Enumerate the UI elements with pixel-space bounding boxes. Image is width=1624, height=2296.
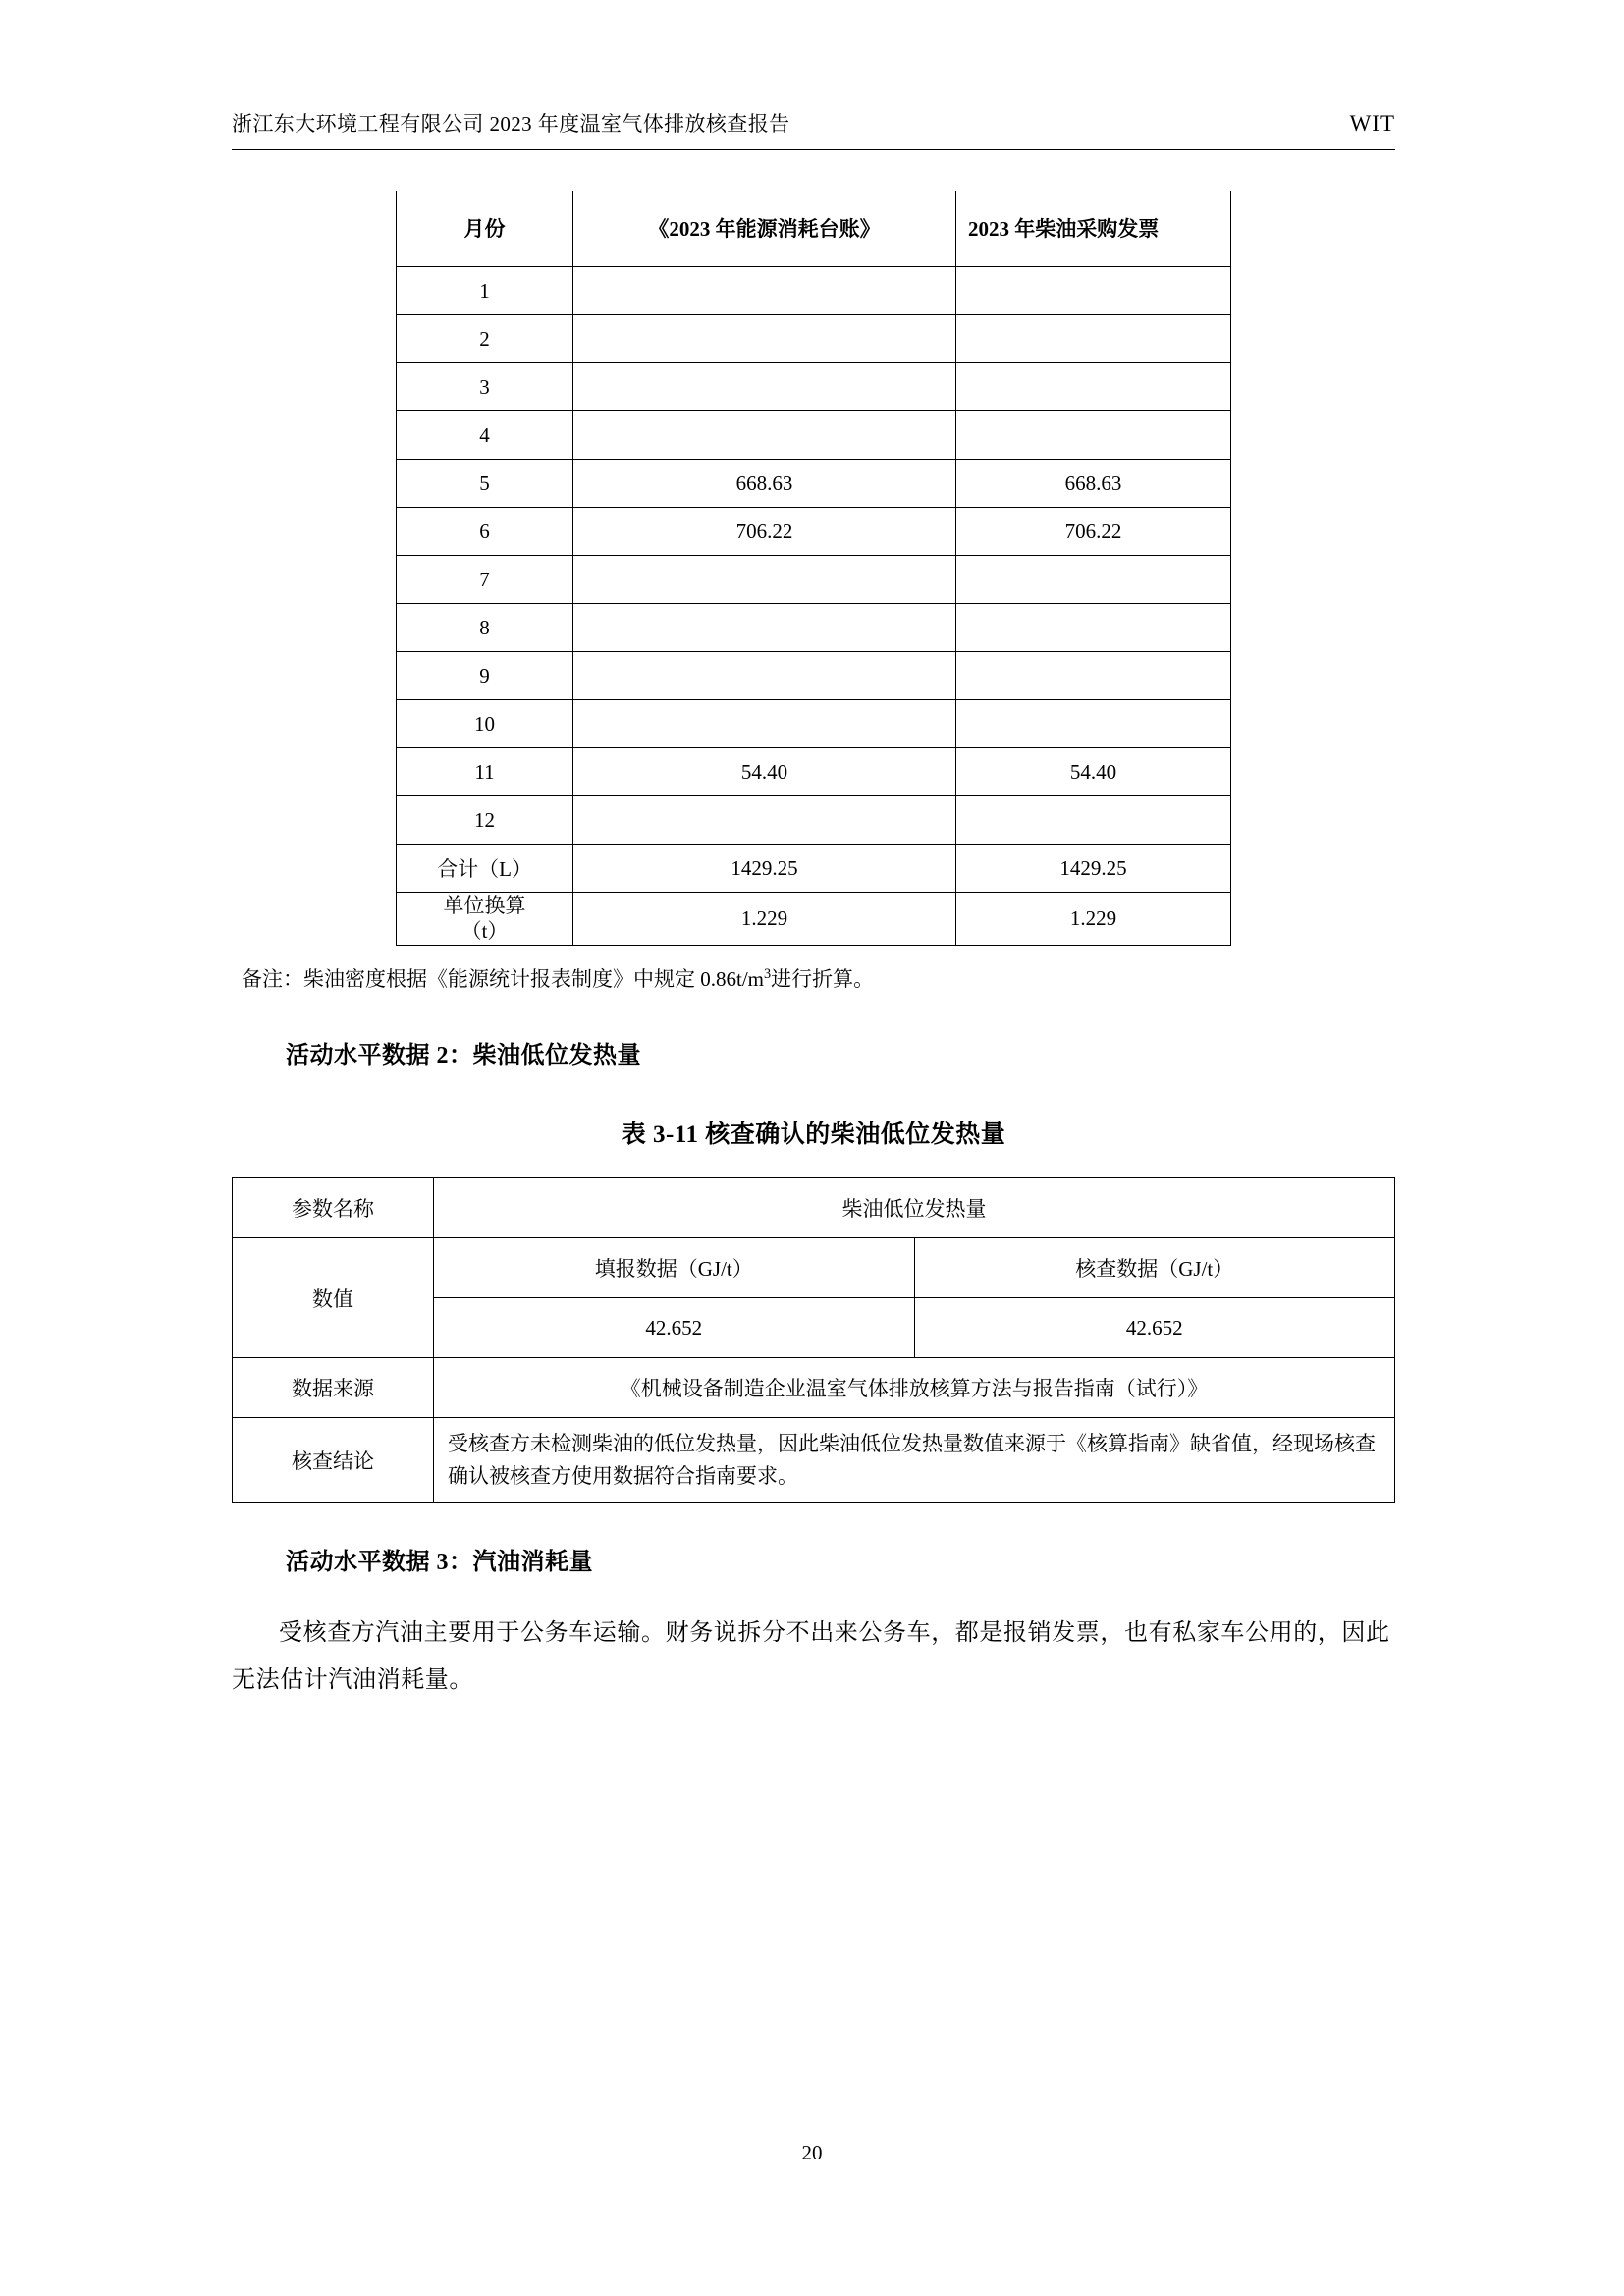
cell-month: 2 [397, 315, 573, 363]
note-prefix: 备注：柴油密度根据《能源统计报表制度》中规定 0.86t/m [242, 966, 765, 991]
page-header [232, 110, 1395, 137]
cell-parameter-label: 参数名称 [233, 1178, 434, 1238]
cell-invoice [956, 700, 1231, 748]
cell-invoice [956, 652, 1231, 700]
col-header-ledger: 《2023 年能源消耗台账》 [573, 191, 956, 267]
cell-ledger: 1.229 [573, 893, 956, 946]
cell-source-value: 《机械设备制造企业温室气体排放核算方法与报告指南（试行）》 [434, 1358, 1395, 1418]
cell-month: 5 [397, 460, 573, 508]
table-row [397, 748, 1231, 796]
cell-invoice: 1.229 [956, 893, 1231, 946]
cell-invoice [956, 411, 1231, 460]
cell-ledger [573, 363, 956, 411]
section-heading-activity-data-3: 活动水平数据 3：汽油消耗量 [286, 1550, 593, 1576]
table-row-unit-conversion [397, 893, 1231, 946]
cell-ledger [573, 700, 956, 748]
cell-month: 合计（L） [397, 845, 573, 893]
cell-month: 11 [397, 748, 573, 796]
table-row [397, 508, 1231, 556]
section-heading-activity-data-2: 活动水平数据 2：柴油低位发热量 [286, 1043, 641, 1069]
table-note [242, 963, 1395, 997]
cell-month: 12 [397, 796, 573, 845]
cell-ledger [573, 604, 956, 652]
table-row-total [397, 845, 1231, 893]
cell-ledger [573, 267, 956, 315]
table-row [397, 267, 1231, 315]
cell-ledger [573, 796, 956, 845]
table-row [397, 700, 1231, 748]
diesel-consumption-table [396, 191, 1231, 946]
cell-month: 1 [397, 267, 573, 315]
cell-ledger: 54.40 [573, 748, 956, 796]
cell-reported-value: 42.652 [434, 1298, 915, 1358]
cell-verified-value: 42.652 [914, 1298, 1395, 1358]
cell-invoice: 706.22 [956, 508, 1231, 556]
cell-month: 9 [397, 652, 573, 700]
cell-month: 6 [397, 508, 573, 556]
note-superscript: 3 [764, 965, 772, 982]
col-header-invoice: 2023 年柴油采购发票 [956, 191, 1231, 267]
table-row [397, 460, 1231, 508]
cell-ledger [573, 411, 956, 460]
cell-month: 10 [397, 700, 573, 748]
table-row [397, 315, 1231, 363]
table-row [397, 604, 1231, 652]
page-number: 20 [801, 2141, 823, 2164]
cell-conclusion-label: 核查结论 [233, 1418, 434, 1503]
table-row [397, 363, 1231, 411]
cell-ledger [573, 652, 956, 700]
cell-source-label: 数据来源 [233, 1358, 434, 1418]
cell-month: 7 [397, 556, 573, 604]
header-divider [232, 149, 1395, 150]
ncv-table [232, 1177, 1395, 1503]
table-row-conclusion [233, 1418, 1395, 1503]
cell-ledger [573, 315, 956, 363]
cell-invoice [956, 796, 1231, 845]
table-row-value-headers [233, 1238, 1395, 1298]
cell-month: 8 [397, 604, 573, 652]
cell-verified-header: 核查数据（GJ/t） [914, 1238, 1395, 1298]
table-row [397, 556, 1231, 604]
table-caption-3-11: 表 3-11 核查确认的柴油低位发热量 [621, 1121, 1006, 1149]
table-row [397, 796, 1231, 845]
cell-invoice [956, 267, 1231, 315]
cell-invoice [956, 604, 1231, 652]
cell-parameter-value: 柴油低位发热量 [434, 1178, 1395, 1238]
table-row-parameter-name [233, 1178, 1395, 1238]
cell-month: 单位换算 （t） [397, 893, 573, 946]
table-header-row [397, 191, 1231, 267]
cell-month: 4 [397, 411, 573, 460]
cell-invoice: 668.63 [956, 460, 1231, 508]
header-title: 浙江东大环境工程有限公司 2023 年度温室气体排放核查报告 [232, 112, 790, 137]
cell-conclusion-value: 受核查方未检测柴油的低位发热量，因此柴油低位发热量数值来源于《核算指南》缺省值，经现场核查确认被核查方使用数据符合指南要求。 [434, 1418, 1395, 1503]
cell-invoice: 54.40 [956, 748, 1231, 796]
cell-invoice: 1429.25 [956, 845, 1231, 893]
table-row [397, 411, 1231, 460]
note-suffix: 进行折算。 [771, 966, 875, 991]
col-header-month: 月份 [397, 191, 573, 267]
cell-reported-header: 填报数据（GJ/t） [434, 1238, 915, 1298]
cell-invoice [956, 315, 1231, 363]
cell-invoice [956, 556, 1231, 604]
cell-ledger [573, 556, 956, 604]
cell-ledger: 706.22 [573, 508, 956, 556]
header-logo-text: WIT [1349, 111, 1395, 136]
cell-invoice [956, 363, 1231, 411]
cell-ledger: 1429.25 [573, 845, 956, 893]
cell-ledger: 668.63 [573, 460, 956, 508]
cell-value-label: 数值 [233, 1238, 434, 1358]
section3-paragraph: 受核查方汽油主要用于公务车运输。财务说拆分不出来公务车，都是报销发票，也有私家车公用的，因此无法估计汽油消耗量。 [232, 1620, 1390, 1694]
cell-month: 3 [397, 363, 573, 411]
table-row [397, 652, 1231, 700]
table-row-data-source [233, 1358, 1395, 1418]
page-content [232, 169, 1395, 1704]
